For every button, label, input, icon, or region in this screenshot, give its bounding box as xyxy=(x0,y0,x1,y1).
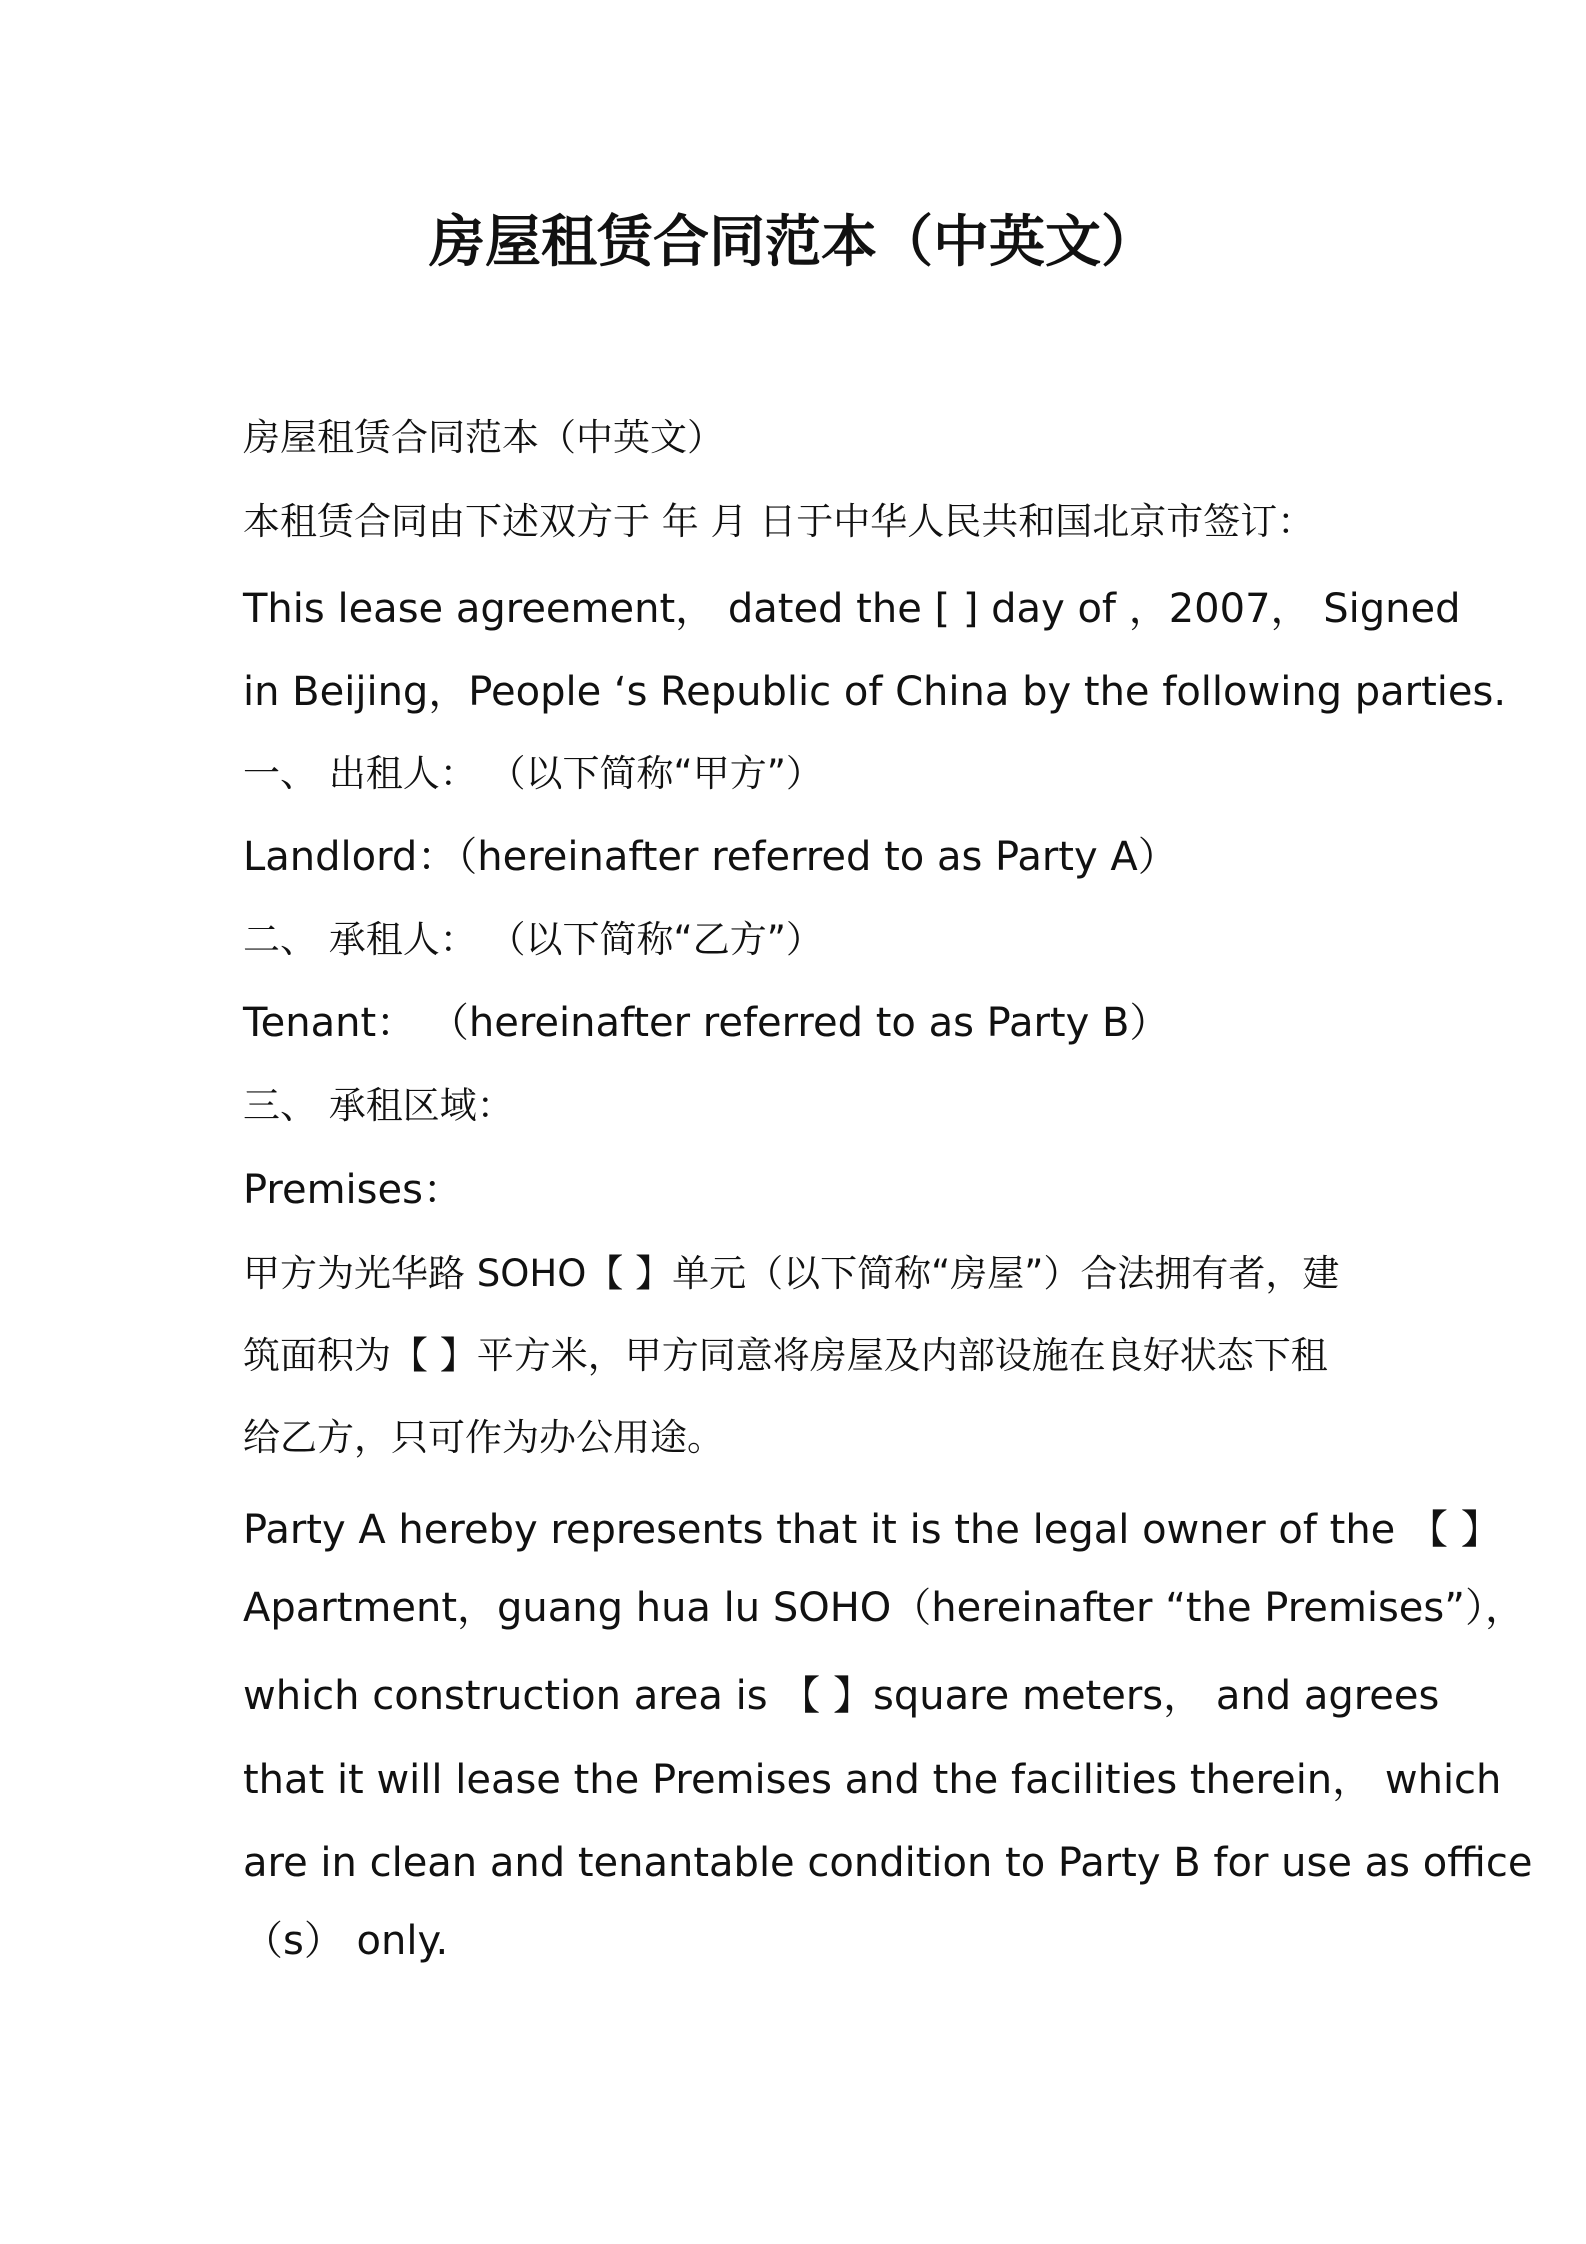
paragraph-line-en: Premises： xyxy=(243,1167,463,1213)
paragraph-line-en: which construction area is 【 】square meters， and agrees xyxy=(243,1673,1440,1719)
paragraph-line-en: Landlord：（hereinafter referred to as Party A） xyxy=(243,834,1178,880)
document-title: 房屋租赁合同范本（中英文） xyxy=(429,210,1157,275)
paragraph-line-en: are in clean and tenantable condition to Party B for use as office xyxy=(243,1840,1533,1886)
section-heading-landlord: 一、 出租人： （以下简称“甲方”） xyxy=(243,752,823,795)
paragraph-line-en: This lease agreement， dated the [ ] day of ，2007， Signed xyxy=(243,586,1461,632)
paragraph-line-en: Tenant： （hereinafter referred to as Party B） xyxy=(243,1000,1170,1046)
subtitle-line: 房屋租赁合同范本（中英文） xyxy=(243,416,724,459)
paragraph-line-cn: 给乙方，只可作为办公用途。 xyxy=(243,1416,724,1459)
paragraph-line-en: in Beijing，People ‘s Republic of China by the following parties. xyxy=(243,669,1507,715)
paragraph-line-en: Apartment，guang hua lu SOHO（hereinafter “the Premises”）， xyxy=(243,1585,1525,1631)
paragraph-line-cn: 本租赁合同由下述双方于 年 月 日于中华人民共和国北京市签订： xyxy=(243,500,1315,543)
paragraph-line-en: （s） only. xyxy=(243,1918,449,1964)
paragraph-line-cn: 甲方为光华路 SOHO【 】单元（以下简称“房屋”）合法拥有者，建 xyxy=(243,1252,1340,1295)
section-heading-tenant: 二、 承租人： （以下简称“乙方”） xyxy=(243,918,823,961)
paragraph-line-en: Party A hereby represents that it is the legal owner of the 【 】 xyxy=(243,1507,1501,1553)
section-heading-premises: 三、 承租区域： xyxy=(243,1084,514,1127)
paragraph-line-en: that it will lease the Premises and the facilities therein， which xyxy=(243,1757,1502,1803)
paragraph-line-cn: 筑面积为【 】平方米，甲方同意将房屋及内部设施在良好状态下租 xyxy=(243,1334,1328,1377)
